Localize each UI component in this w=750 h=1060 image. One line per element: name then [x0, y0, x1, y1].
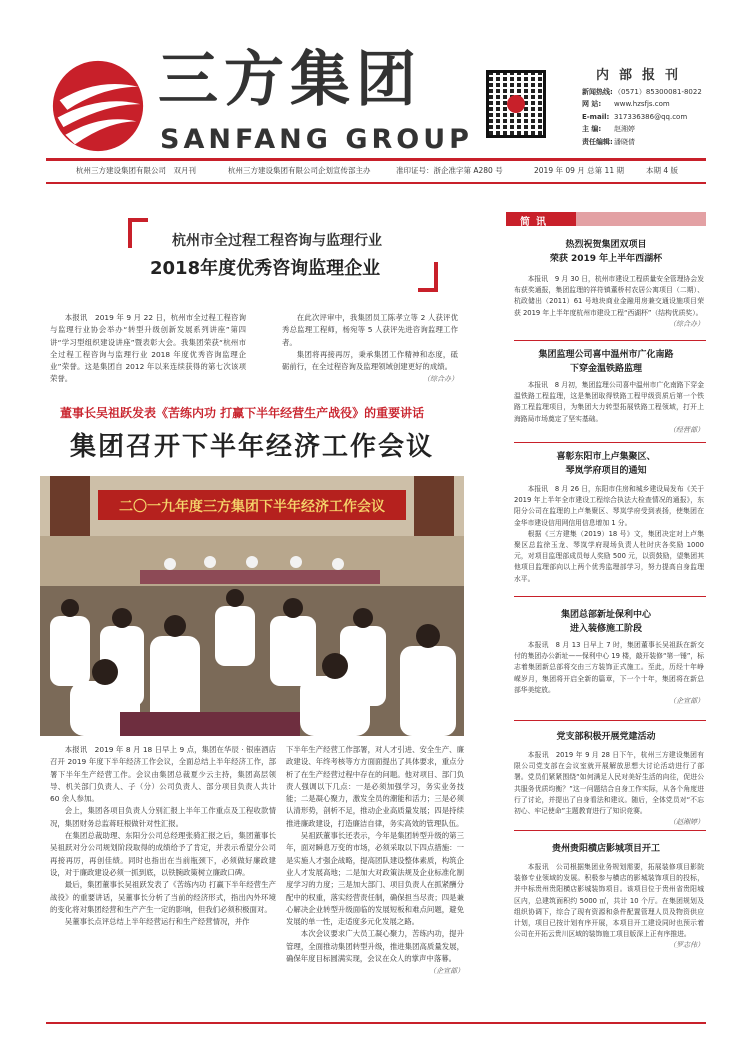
article1-byline: （综合办） — [423, 375, 458, 384]
article2-title: 集团召开下半年经济工作会议 — [70, 432, 435, 462]
brief-body: 本报讯 公司根据集团业务规划需要，拓展装修项目影院装修专业领域的发展。积极参与横店的影城装饰项目的投标，并中标贵州贵阳横店影城装饰项目。该项目位于贵州省贵阳城区内，总建筑面积约 5000 ㎡，共计 10 个厅。在集团规划及组织协调下，综合了现有资源和条件配置管理人员及物资供应计划，项目已按计划有序开展，本项目开工建设同时也预示着公司在开拓云贵川区域的装饰施工项目版深上正有序推进。 （罗志伟） — [514, 863, 704, 950]
publisher: 杭州三方建设集团有限公司 双月刊 — [76, 166, 196, 175]
brief-title: 集团监理公司喜中温州市广化南路 下穿金温铁路监理 — [538, 350, 674, 374]
brand-name-en: SANFANG GROUP — [160, 124, 473, 155]
qr-code-icon — [486, 70, 546, 138]
brief-body: 本报讯 8 月 26 日，东阳市住房和城乡建设局发布《关于 2019 年上半年全市建设工程综合执法大检查情况的通报》，东阳分公司在监理的上卢集聚区、琴岚学府受到表扬，使集团在金华市建设信用网信用信息增加 1 分。 根据《三方建集（2019）18 号》文，集团决定对上卢集聚区总监徐玉龙、琴岚学府现场负责人杜时庆各奖励 1000 元，对项目监理部成员每人奖励 500 元，以资鼓励，望集团其他项目监理部向以上两个优秀监理部学习，努力提高自身监理水平。 — [514, 485, 704, 583]
brief-body: 本报讯 8 月 13 日早上 7 时，集团董事长吴祖跃在新交付的集团办公新址——保利中心 19 楼，敲开装修“第一锤”，标志着集团新总部将交由三方装饰正式施工。至此，历经十年峥嵘岁月，集团将开启全新的篇章，下一个十年，集团将在新总部华美绽放。 （企宣部） — [514, 641, 704, 706]
article2-column-2: 下半年生产经营工作部署，对人才引进、安全生产、廉政建设、年终考核等方方面面提出了具体要求，重点分析了在生产经营过程中存在的问题。他对项目、部门负责人强调以下几点：一是必须加强学习，务实业务技能；二是凝心聚力，激发全员的潮能和活力；三是必须认清形势，剖析不足，推动企业高质量发展；四是持续推进廉政建设，打造廉洁自律，务实高效的管理队伍。 吴祖跃董事长还表示，今年是集团转型升级的第三年，面对瞬息万变的市场，必须采取以下四点措施：一是实施人才强企战略，提高团队建设整体素质，构筑企业人才发展高地；二是加大对政策法规及企业标准化制度学习的力度；三是加大部门、项目负责人在抓紧酬分配中的权重，落实经营责任制，确保担当尽责；四是兼心解决企业转型升级面临的发展短板和难点问题，避免发展的单一性，走适度多元化发展之路。 本次会议要求广大员工凝心聚力，苦练内功，提升管理，全面推动集团转型升级，推进集团高质量发展，确保年度目标圆满实现，会议在众人的掌声中落幕。 （企宣部） — [286, 744, 464, 978]
issue-info-bar — [46, 165, 706, 179]
bracket-corner — [418, 262, 438, 292]
brief-title: 贵州贵阳横店影城项目开工 — [551, 844, 660, 854]
brief-title: 集团总部新址保利中心 进入装修施工阶段 — [560, 610, 651, 634]
bracket-corner — [128, 218, 148, 248]
brief-divider — [514, 830, 706, 831]
sidebar-tab: 简讯 — [506, 212, 706, 226]
brief-body: 本报讯 9 月 30 日，杭州市建设工程质量安全管理协会发布获奖通报，集团监理的祥符镇董桥村农居公寓项目（二期）、杭政储出（2011）61 号地块商业金融用房兼交通设施项目荣获 2019 年上半年度杭州市建设工程“西湖杯”（结构优质奖）。 （综合办） — [514, 275, 704, 328]
email-row: E-mail: 317336386@qq.com — [582, 112, 688, 121]
masthead-divider-bottom — [46, 182, 706, 184]
brief-title: 热烈祝贺集团双项目 荣获 2019 年上半年西湖杯 — [549, 240, 663, 264]
website-row: 网 站: www.hzsfjs.com — [582, 100, 670, 109]
masthead-divider-top — [46, 158, 706, 161]
managing-editor-row: 责任编辑:潘晓倩 — [582, 137, 635, 146]
brand-name-cn: 三方集团 — [158, 45, 422, 115]
footer-rule — [46, 1022, 706, 1024]
photo-banner-text: 二〇一九年度三方集团下半年经济工作会议 — [119, 499, 385, 515]
article1-headline-box — [128, 218, 438, 292]
article1-column-2: 在此次评审中，我集团员工陈孝立等 2 人获评优秀总监理工程师，杨宛等 5 人获评先进咨询监理工作者。 集团将再接再厉，秉承集团工作精神和态度，砥砺前行，在全过程咨询及监理领域创建更好的成绩。 （综合办） — [282, 312, 458, 386]
newsletter-title: 内部报刊 — [596, 68, 689, 83]
brief-title: 喜彰东阳市上卢集聚区、 琴岚学府项目的通知 — [556, 452, 656, 476]
article2-kicker: 董事长吴祖跃发表《苦练内功 打赢下半年经营生产战役》的重要讲话 — [60, 406, 425, 420]
brief-divider — [514, 442, 706, 443]
masthead-contact-info — [582, 86, 742, 148]
meeting-photo — [40, 476, 464, 736]
brief-title: 党支部积极开展党建活动 — [556, 732, 656, 742]
issue-date: 2019 年 09 月 总第 11 期 — [534, 166, 624, 175]
article1-title: 2018年度优秀咨询监理企业 — [150, 258, 381, 279]
page-count: 本期 4 版 — [646, 166, 679, 175]
sanfang-logo-icon — [50, 58, 146, 154]
brief-body: 本报讯 2019 年 9 月 28 日下午，杭州三方建设集团有限公司党支部在会议室就开展解放思想大讨论活动进行了部署。党员们紧紧围绕“如何满足人民对美好生活的向往，促进公共服务优质均衡？”这一问题结合自身工作实际，从各个角度进行了讨论，并提出了自身看法和建议。随后，全体党员对“不忘初心、牢记使命”主题教育进行了知识竞赛。 （赵湘婷） — [514, 751, 704, 827]
article2-column-1: 本报讯 2019 年 8 月 18 日早上 9 点，集团在华辰 · 银座酒店召开 2019 年度下半年经济工作会议，全面总结上半年经济工作，部署下半年生产经营工作。会议由集团总裁夏少云主持，集团高层领导、机关部门负责人、子（分）公司负责人、部分项目负责人共计 60 余人参加。 会上，集团各项目负责人分别汇报上半年工作重点及工程收款情况，集团财务总监蒋旺根做针对性汇报。 在集团总裁助理、东阳分公司总经理张骑汇报之后，集团董事长吴祖跃对分公司规划阶段取得的成绩给予了肯定，并表示希望分公司再接再厉，再创佳绩。同时也指出在当前瓶颈下，必须做好廉政建设，对于廉政建设必须一抓到底，以铁腕政策树立廉政口碑。 最后，集团董事长吴祖跃发表了《苦练内功 打赢下半年经营生产战役》的重要讲话，吴董事长分析了当前的经济形式，指出內外环境的变化将对集团经营和生产产生一定的影响，但我们必须积极面对。 吴董事长点评总结上半年经营运行和生产经营情况，并作 — [50, 745, 276, 927]
brief-divider — [514, 340, 706, 341]
brief-divider — [514, 720, 706, 721]
article1-column-1: 本报讯 2019 年 9 月 22 日，杭州市全过程工程咨询与监理行业协会举办“转型升级创新发展系列讲座”第四讲“学习型组织建设讲座”暨表彰大会。我集团荣获“杭州市全过程工程咨询与监理行业 2018 年度优秀咨询监理企业”荣誉。这是集团自 2012 年以来连续获得的第七次该项荣誉。 — [50, 313, 246, 384]
brief-divider — [514, 596, 706, 597]
permit-number: 准印证号：浙企准字第 A280 号 — [396, 166, 503, 175]
sponsor: 杭州三方建设集团有限公司企划宣传部主办 — [228, 166, 371, 175]
brief-body: 本报讯 8 月初，集团监理公司喜中温州市广化南路下穿金温铁路工程监理，这是集团取得铁路工程甲级资质后第一个铁路工程监理项目，为集团大力转型拓展铁路工程领域，打开上海路局市场奠定了坚实基础。 （经营部） — [514, 381, 704, 434]
editor-row: 主 编: 赵湘婷 — [582, 125, 635, 134]
article1-subtitle: 杭州市全过程工程咨询与监理行业 — [172, 233, 382, 249]
article2-byline: （企宣部） — [429, 967, 464, 976]
hotline-row: 新闻热线:（0571）85300081-8022 — [582, 88, 702, 96]
